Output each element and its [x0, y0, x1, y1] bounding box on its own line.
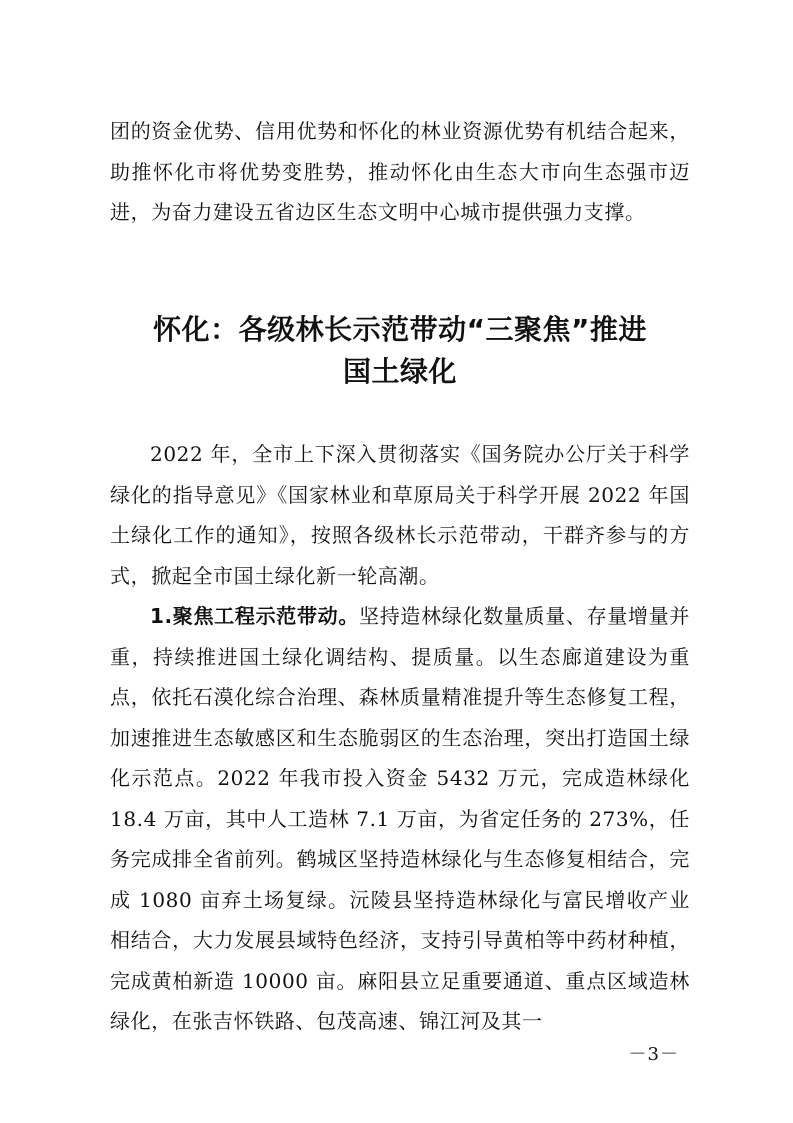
section-1-lead: 1.聚焦工程示范带动。 — [150, 604, 360, 628]
article-heading-line-1: 怀化：各级林长示范带动“三聚焦”推进 — [153, 313, 647, 346]
intro-paragraph: 2022 年，全市上下深入贯彻落实《国务院办公厅关于科学绿化的指导意见》《国家林业和草原局关于科学开展 2022 年国土绿化工作的通知》，按照各级林长示范带动，干群齐参与的方式，掀起全市国土绿化新一轮高潮。 — [110, 442, 690, 588]
section-1-body: 坚持造林绿化数量质量、存量增量并重，持续推进国土绿化调结构、提质量。以生态廊道建设为重点，依托石漠化综合治理、森林质量精准提升等生态修复工程，加速推进生态敏感区和生态脆弱区的生态治理，突出打造国土绿化示范点。2022 年我市投入资金 5432 万元，完成造林绿化 18.4 万亩，其中人工造林 7.1 万亩，为省定任务的 273%，任务完成排全省前列。鹤城区坚持造林绿化与生态修复相结合，完成 1080 亩弃土场复绿。沅陵县坚持造林绿化与富民增收产业相结合，大力发展县域特色经济，支持引导黄柏等中药材种植，完成黄柏新造 10000 亩。麻阳县立足重要通道、重点区域造林绿化，在张吉怀铁路、包茂高速、锦江河及其一 — [110, 604, 690, 1033]
section-1-paragraph — [110, 596, 690, 1042]
article-heading — [110, 309, 690, 393]
continuation-paragraph: 团的资金优势、信用优势和怀化的林业资源优势有机结合起来，助推怀化市将优势变胜势，推动怀化由生态大市向生态强市迈进，为奋力建设五省边区生态文明中心城市提供强力支撑。 — [110, 119, 690, 224]
article-heading-line-2: 国土绿化 — [342, 355, 457, 388]
page-number: －3－ — [628, 1044, 679, 1065]
